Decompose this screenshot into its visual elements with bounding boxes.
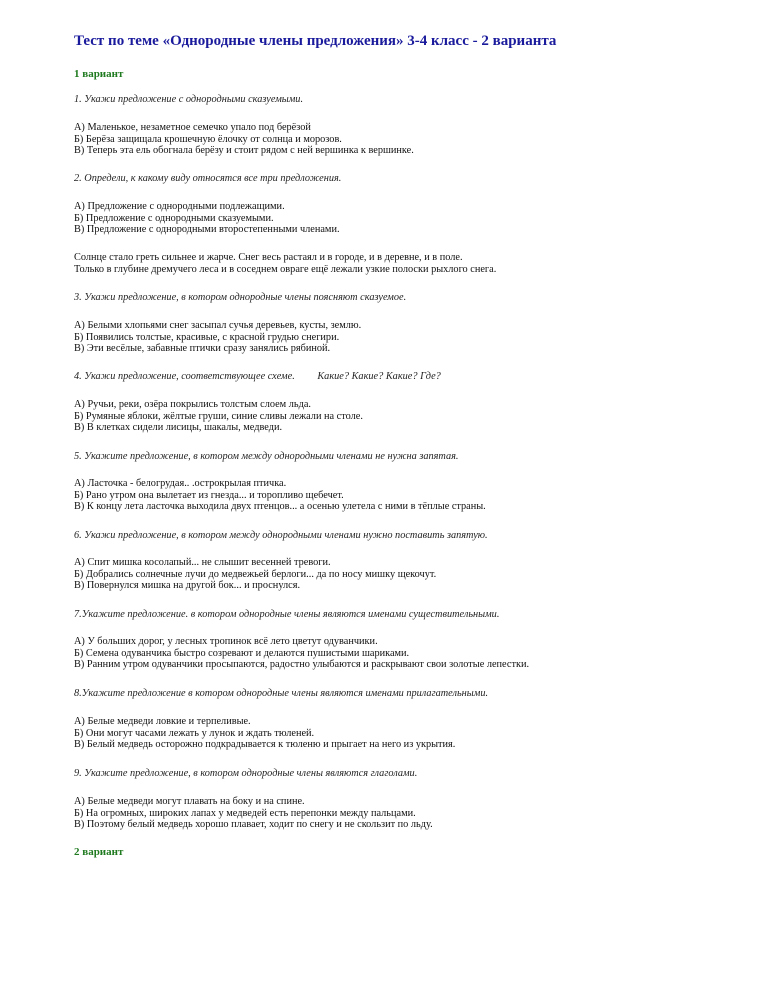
answers-6 (74, 557, 436, 592)
question-6: 6. Укажи предложение, в котором между однородными членами нужно поставить запятую. (74, 530, 488, 541)
question-7: 7.Укажите предложение. в котором однородные члены являются именами существительными. (74, 609, 500, 620)
answer-5-a: А) Ласточка - белогрудая.. .острокрылая птичка. (74, 478, 287, 489)
answer-4-c: В) В клетках сидели лисицы, шакалы, медведи. (74, 422, 283, 434)
answers-4 (74, 399, 363, 434)
question-4-text: 4. Укажи предложение, соответствующее схеме. (74, 371, 295, 382)
answers-2 (74, 201, 340, 236)
answer-8-b: Б) Они могут часами лежать у лунок и ждать тюленей. (74, 727, 315, 739)
answer-4-a: А) Ручьи, реки, озёра покрылись толстым слоем льда. (74, 399, 311, 410)
question-9: 9. Укажите предложение, в котором однородные члены являются глаголами. (74, 768, 418, 779)
page-title: Тест по теме «Однородные члены предложения» 3-4 класс - 2 варианта (74, 33, 557, 49)
variant-1-heading: 1 вариант (74, 68, 124, 80)
answer-2-c: В) Предложение с однородными второстепенными членами. (74, 224, 340, 236)
text-passage (74, 252, 496, 275)
answer-1-c: В) Теперь эта ель обогнала берёзу и стоит рядом с ней вершинка к вершинке. (74, 145, 414, 157)
answer-9-c: В) Поэтому белый медведь хорошо плавает, ходит по снегу и не скользит по льду. (74, 819, 433, 831)
answers-7 (74, 636, 529, 671)
passage-line-1: Солнце стало греть сильнее и жарче. Снег весь растаял и в городе, и в деревне, и в поле. (74, 252, 463, 263)
answer-2-b: Б) Предложение с однородными сказуемыми. (74, 212, 274, 224)
answer-6-b: Б) Добрались солнечные лучи до медвежьей берлоги... да по носу мишку щекочут. (74, 568, 437, 580)
variant-2-heading: 2 вариант (74, 846, 124, 858)
answer-9-b: Б) На огромных, широких лапах у медведей есть перепонки между пальцами. (74, 807, 416, 819)
answer-2-a: А) Предложение с однородными подлежащими. (74, 201, 285, 212)
answer-6-c: В) Повернулся мишка на другой бок... и проснулся. (74, 580, 301, 592)
answer-5-b: Б) Рано утром она вылетает из гнезда... и торопливо щебечет. (74, 489, 344, 501)
question-2: 2. Определи, к какому виду относятся все три предложения. (74, 173, 342, 184)
answer-3-a: А) Белыми хлопьями снег засыпал сучья деревьев, кусты, землю. (74, 320, 362, 331)
answer-9-a: А) Белые медведи могут плавать на боку и на спине. (74, 796, 305, 807)
answer-7-b: Б) Семена одуванчика быстро созревают и делаются пушистыми шариками. (74, 647, 410, 659)
question-4-scheme: Какие? Какие? Какие? Где? (317, 371, 441, 382)
answer-1-b: Б) Берёза защищала крошечную ёлочку от солнца и морозов. (74, 133, 342, 145)
question-3: 3. Укажи предложение, в котором однородные члены поясняют сказуемое. (74, 292, 407, 303)
question-1: 1. Укажи предложение с однородными сказуемыми. (74, 94, 304, 105)
answer-7-c: В) Ранним утром одуванчики просыпаются, радостно улыбаются и раскрывают свои золотые лепестки. (74, 659, 530, 671)
answers-1 (74, 122, 414, 157)
answer-8-a: А) Белые медведи ловкие и терпеливые. (74, 716, 251, 727)
answer-4-b: Б) Румяные яблоки, жёлтые груши, синие сливы лежали на столе. (74, 410, 363, 422)
answer-7-a: А) У больших дорог, у лесных тропинок всё лето цветут одуванчики. (74, 636, 378, 647)
question-5: 5. Укажите предложение, в котором между однородными членами не нужна запятая. (74, 451, 459, 462)
answers-8 (74, 716, 455, 751)
answer-3-b: Б) Появились толстые, красивые, с красной грудью снегири. (74, 331, 340, 343)
passage-line-2: Только в глубине дремучего леса и в соседнем овраге ещё лежали узкие полоски рыхлого снега. (74, 263, 497, 275)
answers-9 (74, 796, 433, 831)
answer-5-c: В) К концу лета ласточка выходила двух птенцов... а осенью улетела с ними в тёплые страны. (74, 501, 486, 513)
answer-8-c: В) Белый медведь осторожно подкрадывается к тюленю и прыгает на него из укрытия. (74, 739, 456, 751)
answer-3-c: В) Эти весёлые, забавные птички сразу занялись рябиной. (74, 343, 331, 355)
question-8: 8.Укажите предложение в котором однородные члены являются именами прилагательными. (74, 688, 489, 699)
answers-3 (74, 320, 361, 355)
answers-5 (74, 478, 486, 513)
question-4 (74, 371, 441, 382)
answer-1-a: А) Маленькое, незаметное семечко упало под берёзой (74, 122, 311, 133)
answer-6-a: А) Спит мишка косолапый... не слышит весенней тревоги. (74, 557, 331, 568)
